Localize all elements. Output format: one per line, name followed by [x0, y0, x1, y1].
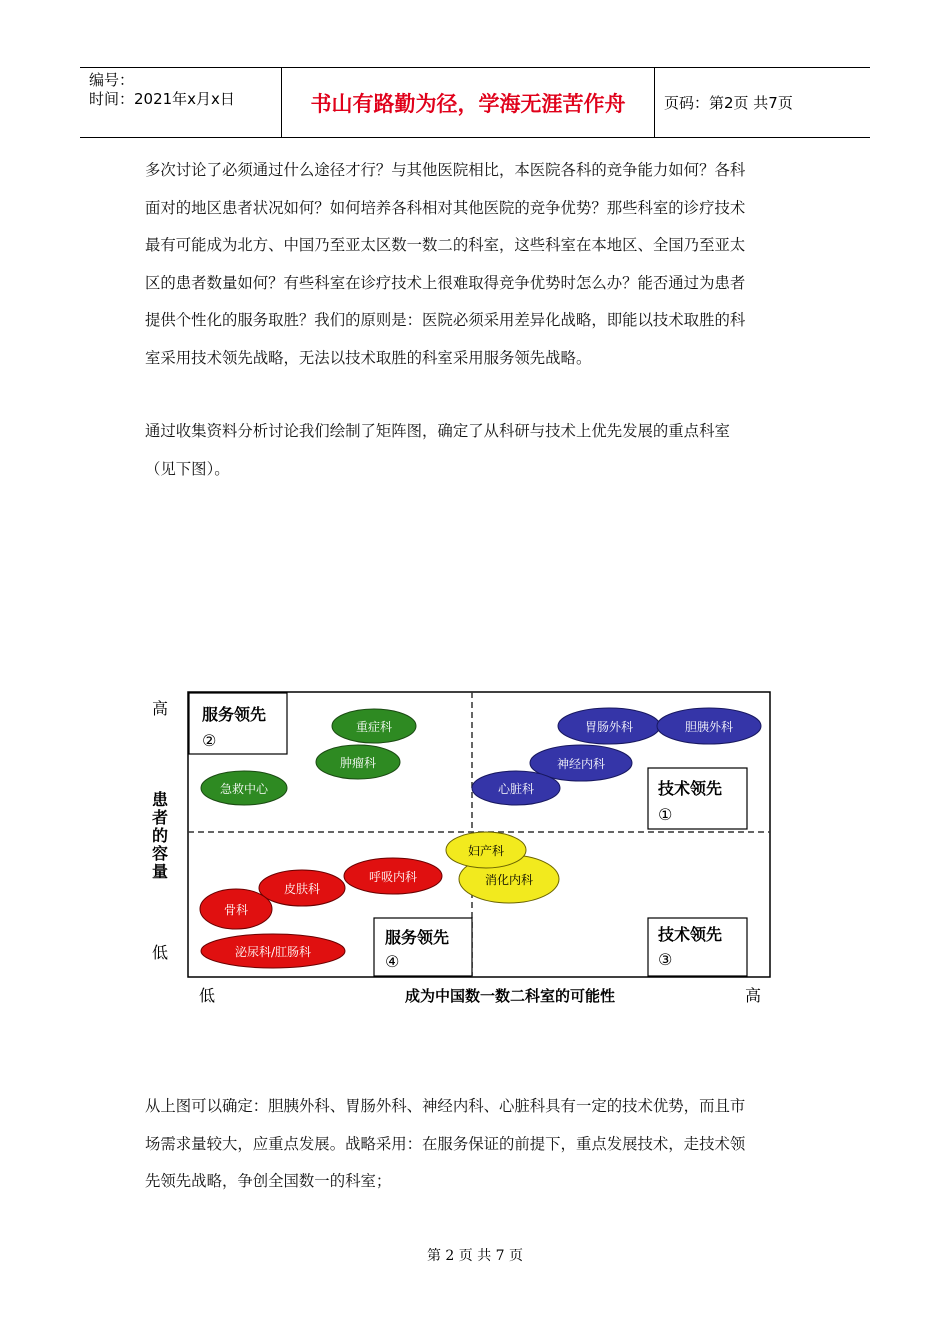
department-label: 急救中心: [219, 782, 269, 796]
page-footer: 第 2 页 共 7 页: [426, 1248, 524, 1264]
department-label: 胆胰外科: [684, 720, 734, 734]
x-axis-title: 成为中国数一数二科室的可能性: [404, 987, 616, 1005]
department-bubble-zhongliu: [316, 745, 400, 779]
quadrant-number: ②: [202, 731, 217, 750]
department-label: 皮肤科: [283, 882, 321, 896]
department-bubble-huxi: [344, 858, 442, 894]
department-label: 胃肠外科: [584, 720, 634, 734]
quadrant-title: 技术领先: [658, 925, 723, 944]
paragraph-line: （见下图）。: [145, 459, 230, 478]
department-bubble-fuchan: [446, 832, 526, 868]
code-label: 编号：: [89, 71, 135, 89]
quadrant-title: 技术领先: [658, 779, 723, 798]
quadrant-2-label: [189, 693, 287, 754]
department-bubble-danyi: [657, 708, 761, 744]
paragraph-line: 面对的地区患者状况如何？如何培养各科相对其他医院的竞争优势？那些科室的诊疗技术: [145, 198, 746, 217]
y-axis-title-char: 容: [151, 844, 169, 863]
paragraph-line: 多次讨论了必须通过什么途径才行？与其他医院相比，本医院各科的竞争能力如何？各科: [145, 161, 746, 179]
paragraph-line: 从上图可以确定：胆胰外科、胃肠外科、神经内科、心脏科具有一定的技术优势，而且市: [145, 1097, 746, 1115]
department-bubble-pifu: [259, 870, 345, 906]
paragraph-line: 最有可能成为北方、中国乃至亚太区数一数二的科室，这些科室在本地区、全国乃至亚太: [145, 236, 746, 254]
y-axis-title-char: 者: [151, 808, 169, 827]
department-label: 心脏科: [497, 782, 535, 796]
y-axis-high: 高: [151, 699, 169, 718]
department-label: 妇产科: [467, 844, 505, 858]
department-bubble-jizhen: [201, 771, 287, 805]
quadrant-number: ①: [658, 805, 673, 824]
department-label: 呼吸内科: [368, 870, 418, 884]
department-label: 泌尿科/肛肠科: [234, 945, 312, 959]
paragraph-line: 室采用技术领先战略，无法以技术取胜的科室采用服务领先战略。: [145, 348, 592, 367]
department-label: 消化内科: [484, 873, 534, 887]
department-label: 骨科: [223, 903, 249, 917]
y-axis-title-char: 量: [151, 862, 169, 881]
paragraph-line: 通过收集资料分析讨论我们绘制了矩阵图，确定了从科研与技术上优先发展的重点科室: [145, 422, 730, 440]
quadrant-number: ③: [658, 950, 673, 969]
department-bubble-guke: [200, 889, 272, 929]
header-motto: 书山有路勤为径，学海无涯苦作舟: [310, 91, 626, 116]
quadrant-1-label: [648, 768, 747, 829]
x-axis-high: 高: [744, 986, 762, 1005]
quadrant-title: 服务领先: [202, 705, 267, 724]
paragraph-line: 提供个性化的服务取胜？我们的原则是：医院必须采用差异化战略，即能以技术取胜的科: [145, 311, 746, 329]
header-page-info: 页码：第2页 共7页: [664, 94, 793, 112]
department-label: 神经内科: [556, 757, 606, 771]
department-bubble-weichang: [558, 708, 660, 744]
quadrant-4-label: [374, 918, 472, 976]
y-axis-title-char: 患: [151, 790, 169, 809]
department-bubble-miniao: [201, 934, 345, 968]
y-axis-low: 低: [151, 943, 169, 962]
department-bubble-zhongzheng: [332, 709, 416, 743]
department-bubble-xinzang: [472, 771, 560, 805]
paragraph-line: 先领先战略，争创全国数一的科室；: [145, 1172, 392, 1190]
paragraph-line: 场需求量较大，应重点发展。战略采用：在服务保证的前提下，重点发展技术，走技术领: [145, 1134, 746, 1153]
quadrant-3-label: [648, 918, 747, 976]
quadrant-number: ④: [385, 952, 400, 971]
x-axis-low: 低: [198, 986, 216, 1005]
paragraph-3: [145, 1088, 805, 1201]
quadrant-title: 服务领先: [385, 928, 450, 947]
department-label: 重症科: [355, 720, 393, 734]
department-label: 肿瘤科: [339, 756, 377, 770]
time-label: 时间：2021年x月x日: [89, 90, 235, 108]
paragraph-line: 区的患者数量如何？有些科室在诊疗技术上很难取得竞争优势时怎么办？能否通过为患者: [145, 273, 746, 292]
y-axis-title-char: 的: [151, 826, 169, 845]
